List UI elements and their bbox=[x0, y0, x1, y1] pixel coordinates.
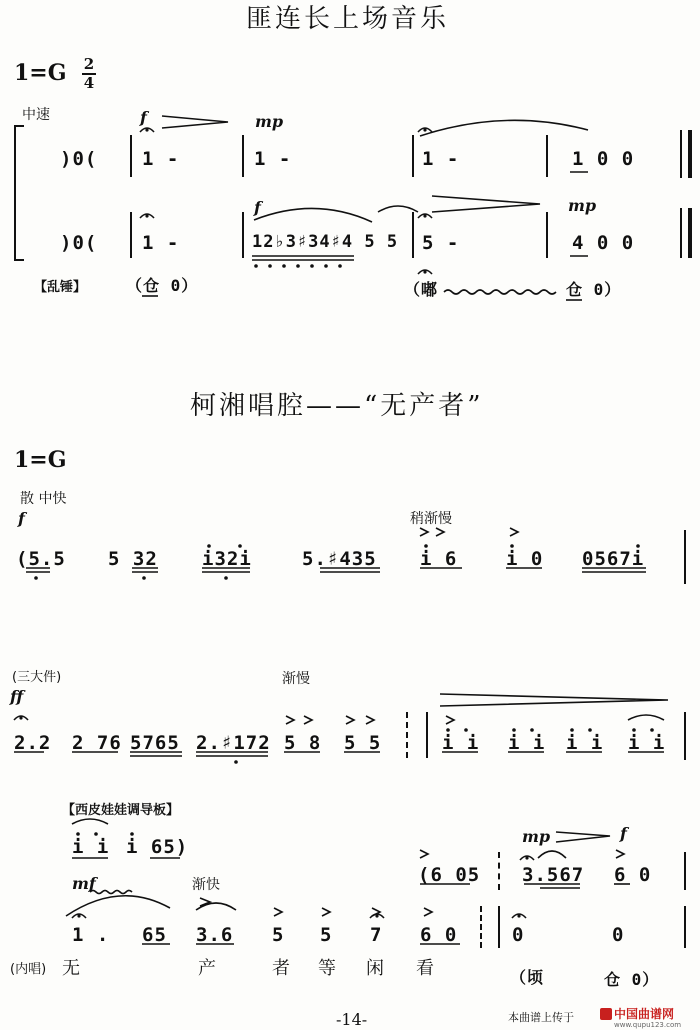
section2-title: 柯湘唱腔——“无产者” bbox=[190, 391, 484, 421]
line3-group: 3.567 bbox=[522, 864, 585, 886]
percussion-pattern-1: （仓 0） bbox=[126, 276, 199, 295]
barline bbox=[412, 135, 414, 177]
barline bbox=[498, 906, 500, 948]
line4-group: 0 bbox=[612, 924, 625, 946]
line1-group: 5 32 bbox=[108, 548, 158, 570]
section1-title: 匪连长上场音乐 bbox=[246, 4, 450, 34]
line2-group: i i bbox=[566, 732, 604, 754]
line4-group: 3.6 bbox=[196, 924, 234, 946]
system-bracket bbox=[14, 125, 24, 261]
row1-measure4: 1 0 0 bbox=[572, 148, 635, 170]
row1-lead: )0( bbox=[60, 148, 98, 170]
lyric-char: 等 bbox=[318, 958, 336, 979]
line1-group: 0567i bbox=[582, 548, 645, 570]
row2-measure1: 1 - bbox=[142, 232, 180, 254]
row1-measure3: 1 - bbox=[422, 148, 460, 170]
barline bbox=[684, 906, 686, 948]
line1-group: (5.5 bbox=[16, 548, 66, 570]
time-signature-numerator: 2 bbox=[83, 55, 95, 73]
dynamic-ff: ff bbox=[10, 687, 24, 706]
line2-group: 5 8 bbox=[284, 732, 322, 754]
line4-group: 5 bbox=[320, 924, 333, 946]
dashed-barline bbox=[498, 852, 500, 890]
dynamic-f: f bbox=[254, 198, 261, 217]
lyric-label: (内唱) bbox=[10, 962, 47, 977]
dynamic-mp: mp bbox=[522, 827, 551, 846]
line1-group: i32i bbox=[202, 548, 252, 570]
tempo-marking-rit: 稍渐慢 bbox=[410, 511, 452, 527]
dynamic-f: f bbox=[140, 108, 147, 127]
aria-label: 【西皮娃娃调导板】 bbox=[62, 803, 180, 818]
percussion-pattern-start: （顷 bbox=[510, 968, 545, 987]
dashed-barline bbox=[406, 712, 408, 758]
line1-group: i 6 bbox=[420, 548, 458, 570]
line2-group: 2 76 bbox=[72, 732, 122, 754]
row2-measure2: 12♭3♯34♯4 5 5 bbox=[252, 232, 399, 252]
line3-group: i 65) bbox=[126, 836, 189, 858]
row2-lead: )0( bbox=[60, 232, 98, 254]
tempo-marking-accel: 渐快 bbox=[192, 877, 220, 893]
section1-tempo-marking: 中速 bbox=[22, 107, 50, 123]
line2-group: 2.2 bbox=[14, 732, 52, 754]
barline bbox=[546, 135, 548, 177]
dynamic-f: f bbox=[620, 824, 627, 843]
dynamic-mp: mp bbox=[255, 112, 284, 131]
site-url: www.qupu123.com bbox=[614, 1021, 682, 1029]
percussion-pattern-2-start: （嘟 bbox=[404, 280, 439, 299]
row2-measure4: 4 0 0 bbox=[572, 232, 635, 254]
barline bbox=[684, 852, 686, 890]
line2-group: 5765 bbox=[130, 732, 180, 754]
dynamic-mp: mp bbox=[568, 196, 597, 215]
instrument-label: (三大件) bbox=[12, 670, 62, 685]
line3-group: (6 05 bbox=[418, 864, 481, 886]
barline bbox=[242, 212, 244, 258]
line2-group: i i bbox=[628, 732, 666, 754]
line4-group: 7 bbox=[370, 924, 383, 946]
barline bbox=[680, 208, 682, 258]
line2-group: 2.♯172 bbox=[196, 732, 271, 754]
time-signature-denominator: 4 bbox=[83, 74, 95, 92]
percussion-pattern-2-end: 仓 0） bbox=[566, 280, 622, 299]
section1-time-signature bbox=[82, 57, 96, 91]
row1-measure2: 1 - bbox=[254, 148, 292, 170]
lyric-char: 看 bbox=[416, 958, 434, 979]
lyric-char: 闲 bbox=[366, 958, 384, 979]
line1-group: i 0 bbox=[506, 548, 544, 570]
percussion-pattern-end: 仓 0） bbox=[604, 970, 660, 989]
site-name: 中国曲谱网 bbox=[614, 1007, 675, 1021]
row2-measure3: 5 - bbox=[422, 232, 460, 254]
barline bbox=[412, 212, 414, 258]
line4-group: 6 0 bbox=[420, 924, 458, 946]
barline bbox=[684, 712, 686, 760]
line2-group: i i bbox=[442, 732, 480, 754]
dynamic-mf: mf bbox=[72, 874, 96, 893]
lyric-char: 产 bbox=[198, 958, 216, 979]
barline bbox=[680, 130, 682, 178]
tempo-marking: 散 中快 bbox=[20, 491, 67, 507]
section2-key-signature: 1=G bbox=[14, 447, 67, 473]
line2-group: 5 5 bbox=[344, 732, 382, 754]
barline bbox=[546, 212, 548, 258]
site-logo-icon bbox=[600, 1008, 612, 1020]
barline bbox=[130, 212, 132, 258]
line3-group: i i bbox=[72, 836, 110, 858]
final-barline bbox=[688, 130, 692, 178]
line4-group: 1 . bbox=[72, 924, 110, 946]
line4-group: 0 bbox=[512, 924, 525, 946]
row1-measure1: 1 - bbox=[142, 148, 180, 170]
line4-group: 65 bbox=[142, 924, 167, 946]
lyric-char: 者 bbox=[272, 958, 290, 979]
section1-key-signature: 1=G bbox=[14, 60, 67, 86]
barline bbox=[130, 135, 132, 177]
line1-group: 5.♯435 bbox=[302, 548, 377, 570]
line3-group: 6 0 bbox=[614, 864, 652, 886]
lyric-char: 无 bbox=[62, 958, 80, 979]
dashed-barline bbox=[480, 906, 482, 948]
dynamic-f: f bbox=[18, 509, 25, 528]
percussion-label: 【乱锤】 bbox=[34, 280, 87, 295]
upload-note: 本曲谱上传于 bbox=[508, 1011, 574, 1024]
final-barline bbox=[688, 208, 692, 258]
barline bbox=[242, 135, 244, 177]
line2-group: i i bbox=[508, 732, 546, 754]
barline bbox=[684, 530, 686, 584]
tempo-marking-rit: 渐慢 bbox=[282, 671, 310, 687]
barline bbox=[426, 712, 428, 758]
line4-group: 5 bbox=[272, 924, 285, 946]
page-number: -14- bbox=[336, 1010, 368, 1029]
